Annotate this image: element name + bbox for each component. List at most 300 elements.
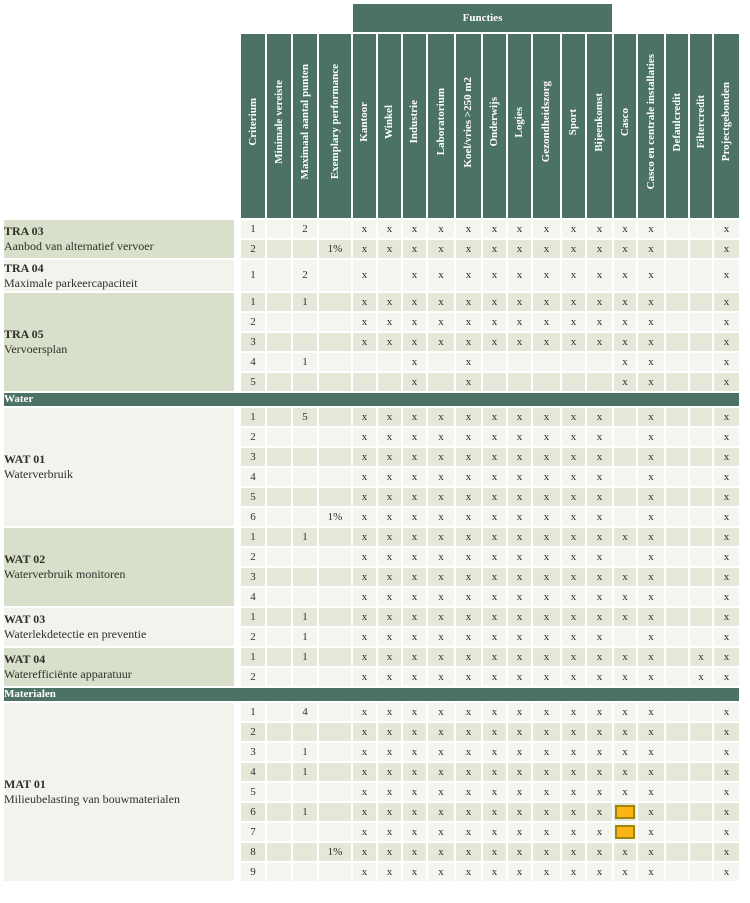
mark-cell-onderwijs: x [483, 508, 506, 526]
mark-cell-laboratorium [428, 353, 454, 371]
exemplary-cell [319, 823, 351, 841]
exemplary-cell [319, 608, 351, 626]
mark-cell-projectgebonden: x [714, 373, 739, 391]
mark-cell-filtercredit [690, 528, 712, 546]
header-blank [319, 4, 351, 32]
mark-cell-projectgebonden: x [714, 428, 739, 446]
mark-cell-industrie: x [403, 648, 426, 666]
mark-cell-sport: x [562, 293, 585, 311]
mark-cell-industrie: x [403, 508, 426, 526]
criterion-name: Waterverbruik monitoren [4, 567, 126, 581]
minimale-vereiste-cell [267, 220, 291, 238]
mark-cell-projectgebonden: x [714, 548, 739, 566]
mark-cell-logies: x [508, 508, 531, 526]
criterium-number-cell: 1 [241, 220, 265, 238]
mark-cell-filtercredit [690, 568, 712, 586]
column-header-label: Bijeenkomst [593, 92, 605, 152]
mark-cell-logies: x [508, 648, 531, 666]
minimale-vereiste-cell [267, 668, 291, 686]
mark-cell-laboratorium: x [428, 293, 454, 311]
minimale-vereiste-cell [267, 373, 291, 391]
column-header-kantoor [353, 34, 376, 218]
mark-cell-sport: x [562, 260, 585, 291]
mark-cell-bijeenkomst: x [587, 240, 612, 258]
minimale-vereiste-cell [267, 823, 291, 841]
mark-cell-laboratorium: x [428, 448, 454, 466]
mark-cell-filtercredit [690, 803, 712, 821]
mark-cell-sport: x [562, 783, 585, 801]
mark-cell-defaulcredit [666, 723, 688, 741]
mark-cell-kantoor: x [353, 240, 376, 258]
column-header-maximaal-aantal-punten [293, 34, 317, 218]
mark-cell-gezondheidszorg: x [533, 568, 560, 586]
mark-cell-winkel: x [378, 608, 401, 626]
mark-cell-onderwijs: x [483, 568, 506, 586]
mark-cell-projectgebonden: x [714, 220, 739, 238]
mark-cell-laboratorium: x [428, 528, 454, 546]
mark-cell-sport: x [562, 703, 585, 721]
mark-cell-logies: x [508, 823, 531, 841]
criterion-label-wat-03 [4, 608, 234, 646]
mark-cell-kantoor: x [353, 548, 376, 566]
criterium-number-cell: 2 [241, 668, 265, 686]
label-gap-spacer [236, 333, 239, 351]
column-header-label: Koel/vries >250 m2 [462, 76, 474, 168]
mark-cell-industrie: x [403, 743, 426, 761]
mark-cell-gezondheidszorg: x [533, 723, 560, 741]
mark-cell-onderwijs: x [483, 548, 506, 566]
mark-cell-koel-vries-250-m2: x [456, 408, 481, 426]
mark-cell-sport: x [562, 863, 585, 881]
exemplary-cell [319, 803, 351, 821]
orange-highlight-box [615, 805, 635, 819]
mark-cell-defaulcredit [666, 568, 688, 586]
mark-cell-projectgebonden: x [714, 293, 739, 311]
mark-cell-koel-vries-250-m2: x [456, 353, 481, 371]
mark-cell-kantoor: x [353, 723, 376, 741]
label-gap-spacer [236, 783, 239, 801]
mark-cell-kantoor: x [353, 588, 376, 606]
mark-cell-gezondheidszorg: x [533, 448, 560, 466]
mark-cell-laboratorium: x [428, 588, 454, 606]
mark-cell-koel-vries-250-m2: x [456, 803, 481, 821]
mark-cell-filtercredit [690, 723, 712, 741]
criterion-label-mat-01 [4, 703, 234, 881]
mark-cell-koel-vries-250-m2: x [456, 240, 481, 258]
mark-cell-bijeenkomst: x [587, 763, 612, 781]
mark-cell-logies: x [508, 448, 531, 466]
section-row-water [4, 393, 739, 406]
criterion-name: Vervoersplan [4, 342, 68, 356]
mark-cell-filtercredit [690, 373, 712, 391]
mark-cell-bijeenkomst: x [587, 408, 612, 426]
mark-cell-filtercredit [690, 763, 712, 781]
exemplary-cell [319, 448, 351, 466]
criterion-name: Maximale parkeercapaciteit [4, 275, 138, 290]
mark-cell-laboratorium: x [428, 408, 454, 426]
criterium-number-cell: 5 [241, 373, 265, 391]
criterium-number-cell: 9 [241, 863, 265, 881]
mark-cell-industrie: x [403, 843, 426, 861]
criterium-number-cell: 6 [241, 508, 265, 526]
mark-cell-casco-en-centrale-installaties: x [638, 703, 664, 721]
mark-cell-winkel: x [378, 843, 401, 861]
column-header-filtercredit [690, 34, 712, 218]
mark-cell-onderwijs: x [483, 823, 506, 841]
mark-cell-casco-en-centrale-installaties: x [638, 373, 664, 391]
criterium-number-cell: 4 [241, 763, 265, 781]
label-gap-spacer [236, 823, 239, 841]
mark-cell-casco: x [614, 763, 636, 781]
label-gap-spacer [236, 428, 239, 446]
exemplary-cell [319, 743, 351, 761]
mark-cell-logies: x [508, 568, 531, 586]
label-gap-spacer [236, 608, 239, 626]
mark-cell-koel-vries-250-m2: x [456, 743, 481, 761]
mark-cell-laboratorium: x [428, 568, 454, 586]
mark-cell-casco: x [614, 608, 636, 626]
mark-cell-logies: x [508, 548, 531, 566]
mark-cell-industrie: x [403, 668, 426, 686]
mark-cell-onderwijs: x [483, 220, 506, 238]
criterion-name: Waterefficiënte apparatuur [4, 667, 132, 681]
mark-cell-defaulcredit [666, 743, 688, 761]
mark-cell-winkel: x [378, 240, 401, 258]
mark-cell-casco-en-centrale-installaties: x [638, 783, 664, 801]
label-gap-spacer [236, 588, 239, 606]
column-header-label: Projectgebonden [720, 82, 732, 162]
mark-cell-onderwijs: x [483, 783, 506, 801]
mark-cell-laboratorium: x [428, 723, 454, 741]
mark-cell-defaulcredit [666, 803, 688, 821]
mark-cell-defaulcredit [666, 843, 688, 861]
mark-cell-logies: x [508, 668, 531, 686]
mark-cell-casco: x [614, 863, 636, 881]
mark-cell-gezondheidszorg: x [533, 260, 560, 291]
mark-cell-industrie: x [403, 260, 426, 291]
section-header-water: Water [4, 393, 739, 406]
mark-cell-kantoor: x [353, 668, 376, 686]
mark-cell-winkel: x [378, 408, 401, 426]
mark-cell-logies: x [508, 333, 531, 351]
criterion-row-wat-03-1 [4, 608, 739, 626]
mark-cell-bijeenkomst: x [587, 668, 612, 686]
mark-cell-casco: x [614, 783, 636, 801]
criterion-row-tra-05-1 [4, 293, 739, 311]
mark-cell-bijeenkomst: x [587, 803, 612, 821]
criterium-number-cell: 8 [241, 843, 265, 861]
mark-cell-projectgebonden: x [714, 783, 739, 801]
label-gap-spacer [236, 548, 239, 566]
mark-cell-defaulcredit [666, 428, 688, 446]
mark-cell-casco [614, 803, 636, 821]
mark-cell-defaulcredit [666, 260, 688, 291]
mark-cell-onderwijs: x [483, 843, 506, 861]
mark-cell-laboratorium [428, 373, 454, 391]
criterium-number-cell: 1 [241, 703, 265, 721]
header-blank [690, 4, 712, 32]
mark-cell-industrie: x [403, 428, 426, 446]
mark-cell-winkel: x [378, 763, 401, 781]
minimale-vereiste-cell [267, 843, 291, 861]
mark-cell-sport: x [562, 488, 585, 506]
mark-cell-projectgebonden: x [714, 353, 739, 371]
mark-cell-defaulcredit [666, 488, 688, 506]
max-punten-cell [293, 548, 317, 566]
header-label-blank [4, 34, 239, 218]
mark-cell-defaulcredit [666, 823, 688, 841]
criterium-number-cell: 1 [241, 293, 265, 311]
mark-cell-filtercredit [690, 428, 712, 446]
max-punten-cell: 5 [293, 408, 317, 426]
label-gap-spacer [236, 803, 239, 821]
exemplary-cell [319, 783, 351, 801]
max-punten-cell: 2 [293, 260, 317, 291]
criterium-number-cell: 1 [241, 408, 265, 426]
mark-cell-filtercredit [690, 823, 712, 841]
minimale-vereiste-cell [267, 240, 291, 258]
mark-cell-casco-en-centrale-installaties: x [638, 508, 664, 526]
mark-cell-projectgebonden: x [714, 313, 739, 331]
mark-cell-industrie: x [403, 240, 426, 258]
exemplary-cell [319, 668, 351, 686]
mark-cell-koel-vries-250-m2: x [456, 823, 481, 841]
mark-cell-onderwijs: x [483, 468, 506, 486]
header-blank [293, 4, 317, 32]
column-header-label: Laboratorium [434, 88, 447, 156]
minimale-vereiste-cell [267, 723, 291, 741]
mark-cell-projectgebonden: x [714, 863, 739, 881]
label-gap-spacer [236, 353, 239, 371]
mark-cell-kantoor: x [353, 508, 376, 526]
mark-cell-gezondheidszorg: x [533, 240, 560, 258]
mark-cell-casco: x [614, 240, 636, 258]
mark-cell-filtercredit [690, 588, 712, 606]
mark-cell-projectgebonden: x [714, 823, 739, 841]
mark-cell-casco: x [614, 260, 636, 291]
mark-cell-sport: x [562, 313, 585, 331]
mark-cell-bijeenkomst: x [587, 703, 612, 721]
mark-cell-casco-en-centrale-installaties: x [638, 588, 664, 606]
exemplary-cell [319, 333, 351, 351]
minimale-vereiste-cell [267, 313, 291, 331]
mark-cell-bijeenkomst: x [587, 548, 612, 566]
mark-cell-casco [614, 428, 636, 446]
exemplary-cell [319, 428, 351, 446]
mark-cell-sport: x [562, 568, 585, 586]
mark-cell-laboratorium: x [428, 668, 454, 686]
mark-cell-bijeenkomst: x [587, 313, 612, 331]
mark-cell-bijeenkomst: x [587, 568, 612, 586]
max-punten-cell [293, 843, 317, 861]
column-header-sport [562, 34, 585, 218]
max-punten-cell [293, 823, 317, 841]
minimale-vereiste-cell [267, 863, 291, 881]
mark-cell-projectgebonden: x [714, 668, 739, 686]
header-blank [666, 4, 688, 32]
mark-cell-projectgebonden: x [714, 723, 739, 741]
mark-cell-gezondheidszorg: x [533, 528, 560, 546]
mark-cell-winkel: x [378, 333, 401, 351]
label-gap-spacer [236, 508, 239, 526]
mark-cell-gezondheidszorg: x [533, 488, 560, 506]
max-punten-cell: 1 [293, 803, 317, 821]
column-header-industrie [403, 34, 426, 218]
mark-cell-gezondheidszorg: x [533, 843, 560, 861]
mark-cell-logies: x [508, 843, 531, 861]
mark-cell-filtercredit [690, 628, 712, 646]
header-blank [241, 4, 265, 32]
max-punten-cell [293, 508, 317, 526]
mark-cell-industrie: x [403, 803, 426, 821]
mark-cell-onderwijs: x [483, 608, 506, 626]
mark-cell-filtercredit [690, 468, 712, 486]
criterion-row-tra-03-1 [4, 220, 739, 238]
criterium-number-cell: 4 [241, 353, 265, 371]
column-header-projectgebonden [714, 34, 739, 218]
exemplary-cell: 1% [319, 508, 351, 526]
column-header-label: Logies [513, 106, 525, 138]
column-header-label: Onderwijs [488, 97, 500, 147]
mark-cell-winkel: x [378, 803, 401, 821]
mark-cell-winkel: x [378, 528, 401, 546]
column-header-defaulcredit [666, 34, 688, 218]
mark-cell-sport: x [562, 608, 585, 626]
mark-cell-casco: x [614, 743, 636, 761]
criterium-number-cell: 1 [241, 648, 265, 666]
mark-cell-defaulcredit [666, 668, 688, 686]
mark-cell-laboratorium: x [428, 220, 454, 238]
mark-cell-casco [614, 548, 636, 566]
column-header-label: Filtercredit [694, 95, 707, 149]
mark-cell-projectgebonden: x [714, 628, 739, 646]
mark-cell-bijeenkomst: x [587, 488, 612, 506]
mark-cell-onderwijs: x [483, 703, 506, 721]
mark-cell-industrie: x [403, 408, 426, 426]
mark-cell-casco: x [614, 333, 636, 351]
column-header-row [4, 34, 739, 218]
mark-cell-projectgebonden: x [714, 568, 739, 586]
mark-cell-bijeenkomst [587, 353, 612, 371]
minimale-vereiste-cell [267, 428, 291, 446]
mark-cell-defaulcredit [666, 628, 688, 646]
mark-cell-sport: x [562, 333, 585, 351]
column-header-gezondheidszorg [533, 34, 560, 218]
mark-cell-filtercredit [690, 333, 712, 351]
max-punten-cell: 1 [293, 628, 317, 646]
label-gap-spacer [236, 240, 239, 258]
mark-cell-koel-vries-250-m2: x [456, 488, 481, 506]
label-gap-spacer [236, 220, 239, 238]
minimale-vereiste-cell [267, 703, 291, 721]
mark-cell-casco-en-centrale-installaties: x [638, 608, 664, 626]
mark-cell-logies: x [508, 408, 531, 426]
mark-cell-defaulcredit [666, 448, 688, 466]
exemplary-cell [319, 220, 351, 238]
mark-cell-koel-vries-250-m2: x [456, 783, 481, 801]
mark-cell-bijeenkomst: x [587, 823, 612, 841]
column-header-logies [508, 34, 531, 218]
max-punten-cell [293, 588, 317, 606]
mark-cell-winkel: x [378, 783, 401, 801]
max-punten-cell [293, 468, 317, 486]
mark-cell-projectgebonden: x [714, 803, 739, 821]
mark-cell-winkel: x [378, 588, 401, 606]
mark-cell-winkel: x [378, 313, 401, 331]
mark-cell-casco-en-centrale-installaties: x [638, 568, 664, 586]
mark-cell-winkel: x [378, 428, 401, 446]
mark-cell-gezondheidszorg: x [533, 220, 560, 238]
mark-cell-casco-en-centrale-installaties: x [638, 628, 664, 646]
mark-cell-casco-en-centrale-installaties: x [638, 763, 664, 781]
mark-cell-casco [614, 408, 636, 426]
mark-cell-casco: x [614, 293, 636, 311]
mark-cell-projectgebonden: x [714, 260, 739, 291]
minimale-vereiste-cell [267, 608, 291, 626]
max-punten-cell [293, 723, 317, 741]
label-gap-spacer [236, 568, 239, 586]
minimale-vereiste-cell [267, 763, 291, 781]
column-header-label: Casco en centrale installaties [644, 54, 657, 190]
column-header-label: Sport [567, 108, 579, 136]
mark-cell-koel-vries-250-m2: x [456, 468, 481, 486]
mark-cell-logies: x [508, 723, 531, 741]
mark-cell-gezondheidszorg: x [533, 863, 560, 881]
mark-cell-bijeenkomst: x [587, 448, 612, 466]
mark-cell-industrie: x [403, 468, 426, 486]
mark-cell-casco-en-centrale-installaties: x [638, 468, 664, 486]
mark-cell-filtercredit [690, 783, 712, 801]
mark-cell-laboratorium: x [428, 648, 454, 666]
column-header-onderwijs [483, 34, 506, 218]
mark-cell-gezondheidszorg [533, 373, 560, 391]
mark-cell-onderwijs: x [483, 723, 506, 741]
criterium-number-cell: 1 [241, 608, 265, 626]
mark-cell-winkel: x [378, 488, 401, 506]
criterium-number-cell: 2 [241, 313, 265, 331]
criterium-number-cell: 4 [241, 468, 265, 486]
mark-cell-laboratorium: x [428, 803, 454, 821]
mark-cell-winkel [378, 260, 401, 291]
mark-cell-casco-en-centrale-installaties: x [638, 528, 664, 546]
criterion-row-wat-01-1 [4, 408, 739, 426]
exemplary-cell [319, 373, 351, 391]
mark-cell-onderwijs [483, 353, 506, 371]
max-punten-cell [293, 313, 317, 331]
mark-cell-winkel: x [378, 448, 401, 466]
label-gap-spacer [236, 743, 239, 761]
mark-cell-sport: x [562, 843, 585, 861]
mark-cell-gezondheidszorg: x [533, 588, 560, 606]
criterion-label-tra-05 [4, 293, 234, 391]
mark-cell-kantoor: x [353, 863, 376, 881]
label-gap-spacer [236, 863, 239, 881]
mark-cell-casco: x [614, 588, 636, 606]
exemplary-cell [319, 293, 351, 311]
mark-cell-industrie: x [403, 373, 426, 391]
mark-cell-gezondheidszorg: x [533, 608, 560, 626]
mark-cell-industrie: x [403, 703, 426, 721]
mark-cell-casco-en-centrale-installaties: x [638, 668, 664, 686]
mark-cell-defaulcredit [666, 240, 688, 258]
mark-cell-kantoor: x [353, 803, 376, 821]
mark-cell-sport: x [562, 408, 585, 426]
mark-cell-filtercredit [690, 448, 712, 466]
criterium-number-cell: 2 [241, 548, 265, 566]
criterium-number-cell: 2 [241, 628, 265, 646]
criterion-code: WAT 03 [4, 612, 46, 626]
label-gap-spacer [236, 843, 239, 861]
